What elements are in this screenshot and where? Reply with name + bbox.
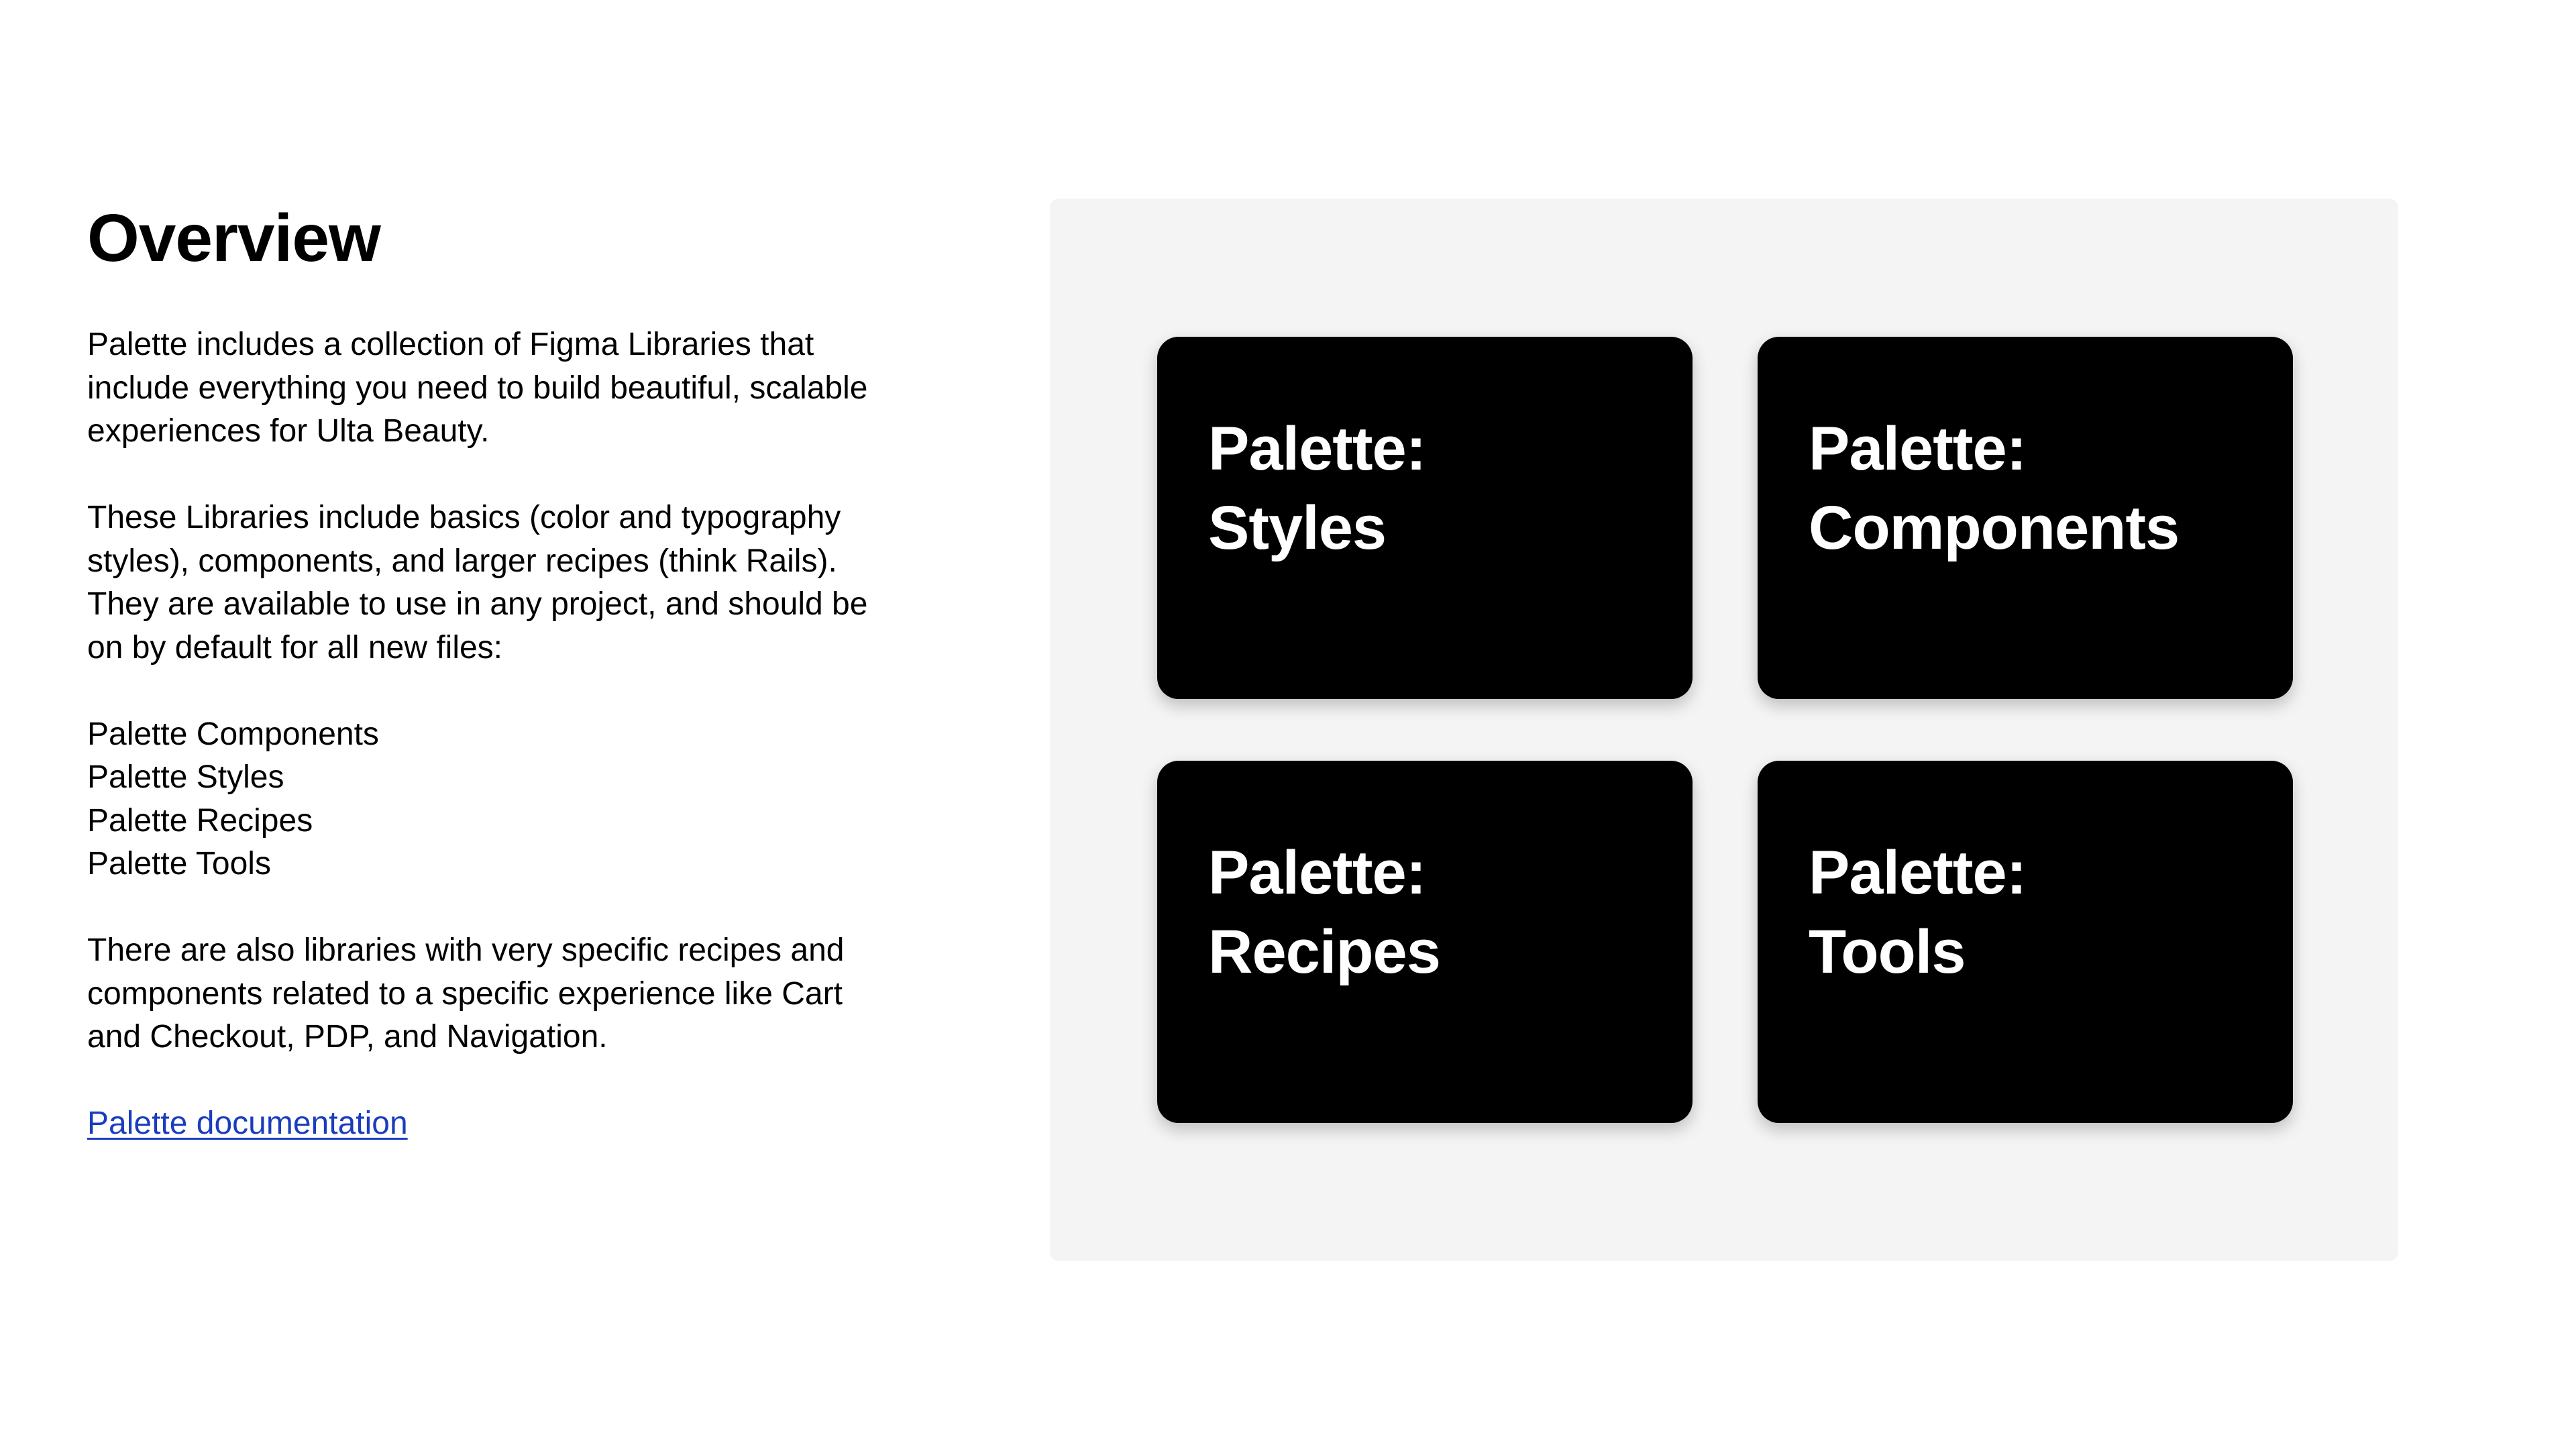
card-title [1809, 833, 2026, 991]
library-cards-panel [1050, 199, 2398, 1261]
library-list-item: Palette Tools [87, 846, 271, 881]
overview-section [87, 195, 892, 1146]
card-palette-styles[interactable] [1157, 337, 1693, 699]
card-title-name: Styles [1208, 494, 1387, 562]
library-list-item: Palette Styles [87, 759, 284, 795]
card-title-prefix: Palette: [1208, 839, 1426, 907]
specific-libraries-paragraph: There are also libraries with very specific recipes and components related to a specific experience like Cart and Checkout, PDP, and Navigation. [87, 932, 845, 1055]
card-title [1208, 833, 1440, 991]
libraries-paragraph: These Libraries include basics (color and typography styles), components, and larger recipes (think Rails). They are available to use in any project, and should be on by default for all new files: [87, 500, 868, 665]
card-title-name: Tools [1809, 918, 1966, 986]
card-title [1208, 409, 1426, 568]
library-list [87, 713, 892, 886]
card-palette-recipes[interactable] [1157, 761, 1693, 1123]
card-palette-tools[interactable] [1758, 761, 2293, 1123]
card-palette-components[interactable] [1758, 337, 2293, 699]
intro-paragraph: Palette includes a collection of Figma Libraries that include everything you need to build beautiful, scalable experiences for Ulta Beauty. [87, 327, 868, 449]
overview-body [87, 323, 892, 1146]
page-title: Overview [87, 201, 380, 276]
library-list-item: Palette Recipes [87, 802, 313, 839]
card-title-prefix: Palette: [1809, 415, 2027, 483]
palette-documentation-link[interactable]: Palette documentation [87, 1106, 408, 1141]
card-title-name: Recipes [1208, 918, 1440, 986]
card-title-prefix: Palette: [1208, 415, 1426, 483]
card-title-name: Components [1809, 494, 2180, 562]
card-title [1809, 409, 2179, 568]
card-title-prefix: Palette: [1809, 839, 2027, 907]
library-list-item: Palette Components [87, 716, 379, 752]
